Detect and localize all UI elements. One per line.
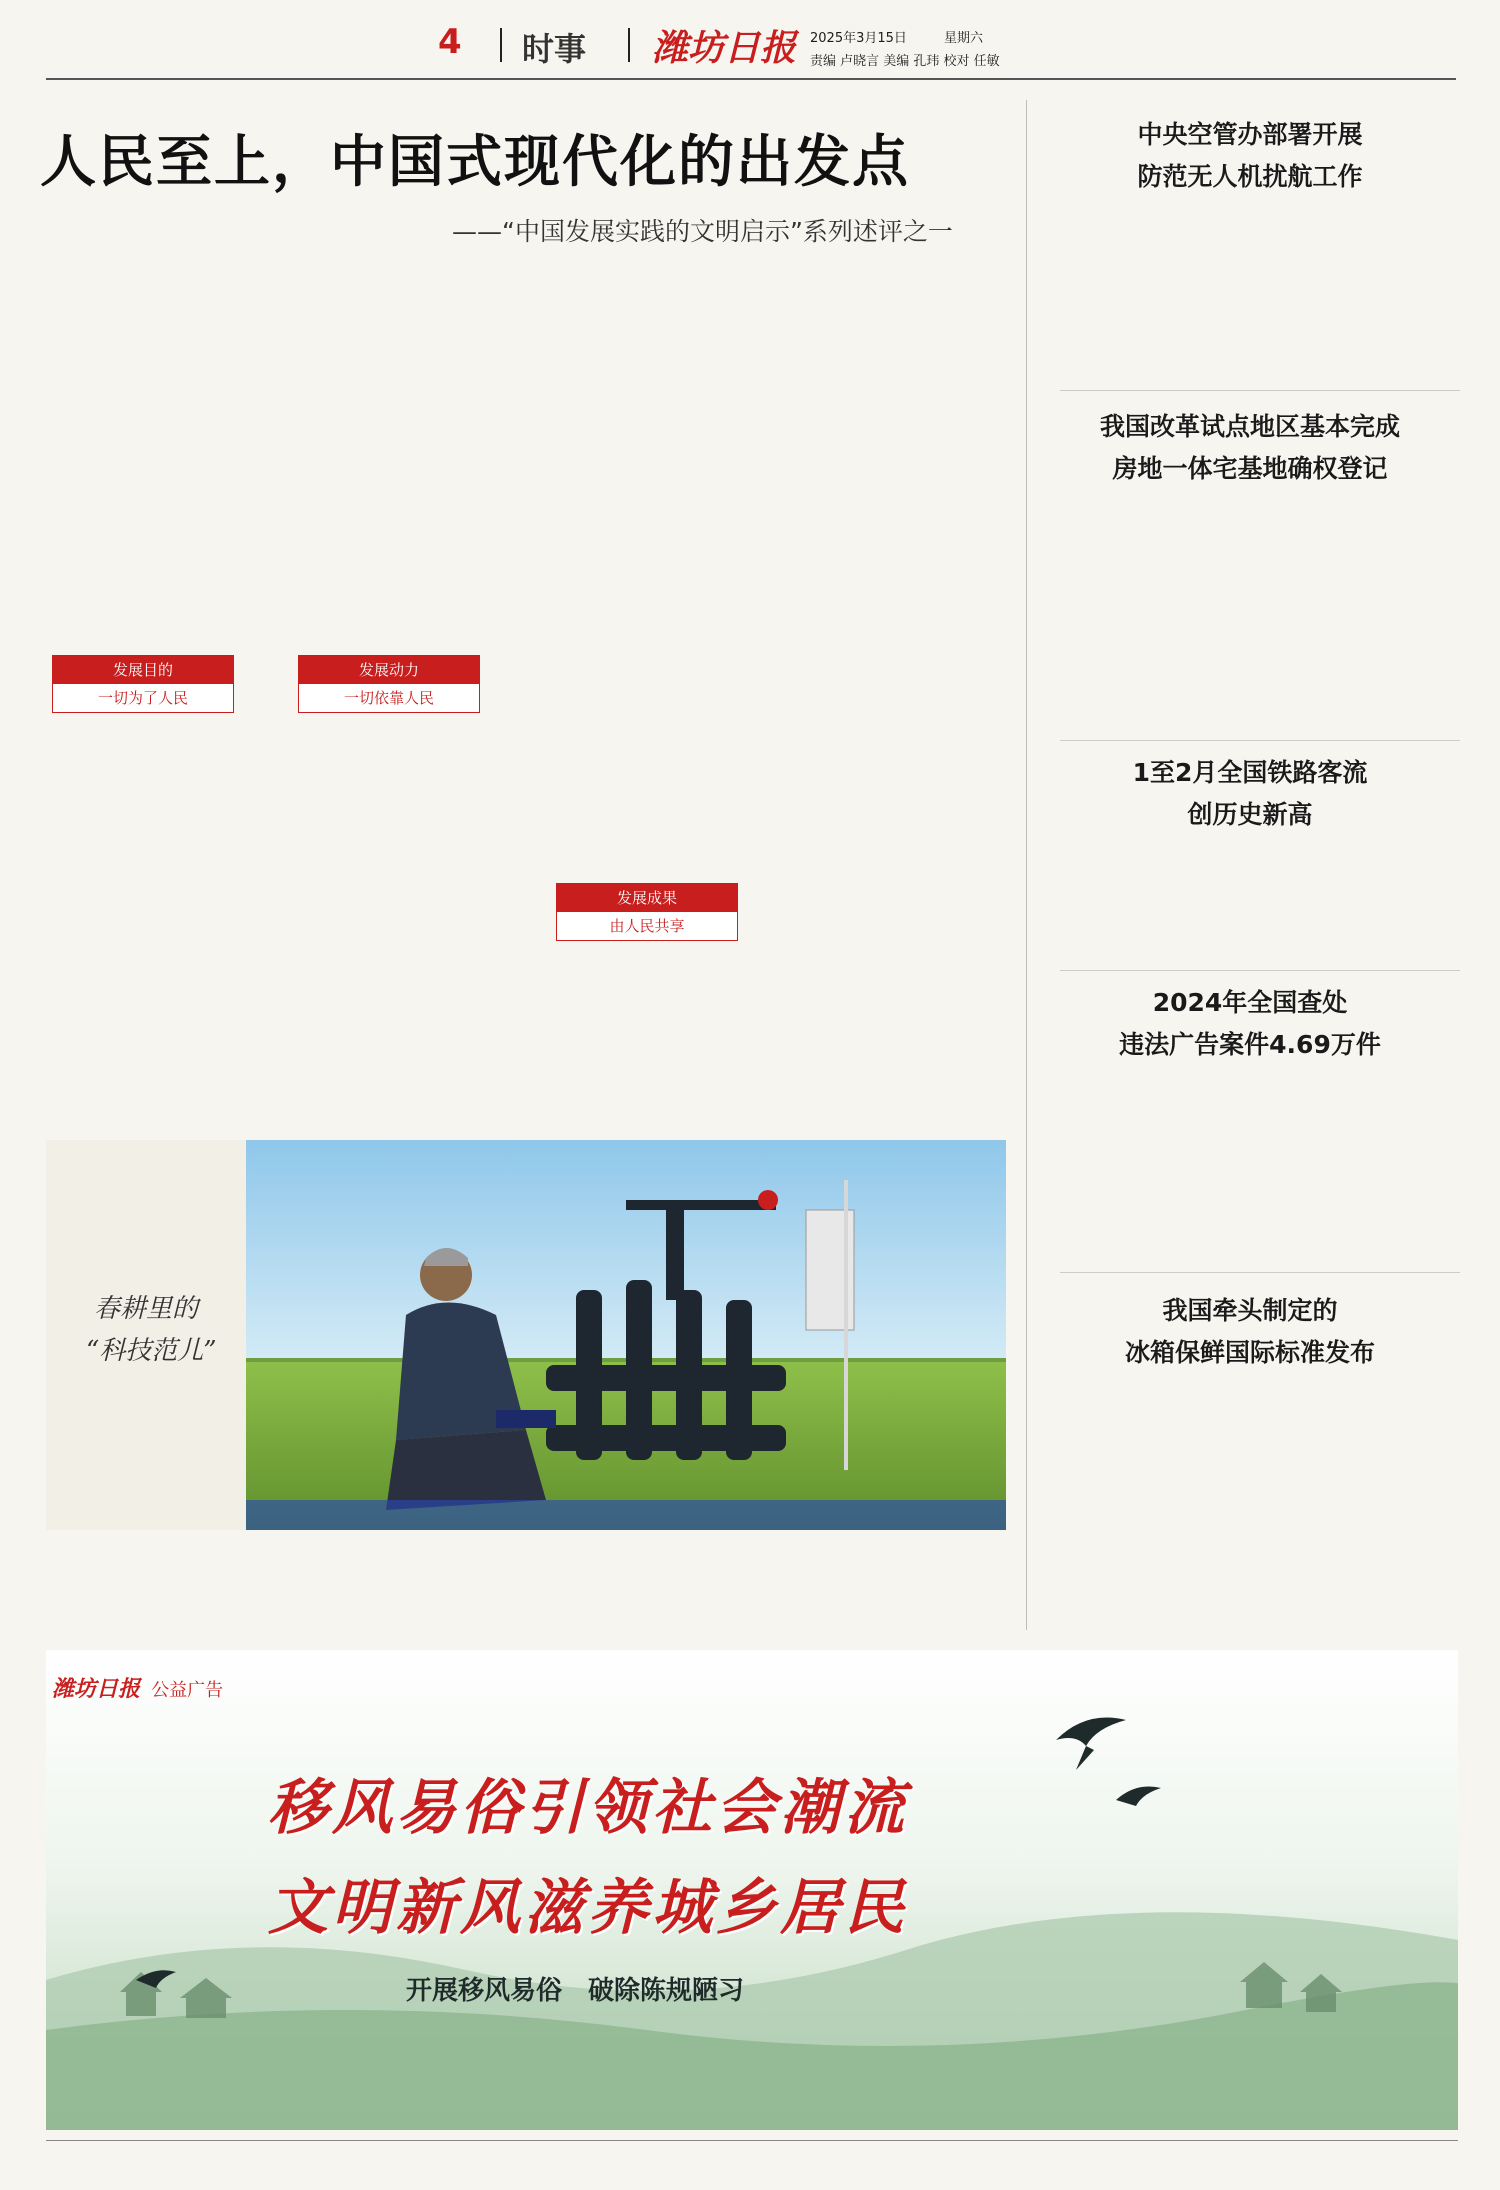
- article-column-4: [776, 262, 962, 1142]
- public-service-ad: [46, 1650, 1458, 2130]
- photo-caption: [90, 1386, 238, 1516]
- ad-slogan-2: 文明新风滋养城乡居民: [268, 1873, 908, 1943]
- page-header: [0, 0, 1500, 80]
- sidebar-divider: [1060, 390, 1460, 391]
- sidebar-article-2-col-2: [1290, 494, 1462, 734]
- tag-development-results: [556, 883, 738, 941]
- sidebar-article-4-col-1: [1104, 1068, 1276, 1268]
- header-rule: [46, 78, 1456, 80]
- tag-top-label: 发展目的: [53, 656, 233, 684]
- tag-development-purpose: [52, 655, 234, 713]
- tag-bottom-label: 一切为了人民: [53, 684, 233, 712]
- ad-tagline: 开展移风易俗 破除陈规陋习: [406, 1976, 745, 2006]
- tag-top-label: 发展动力: [299, 656, 479, 684]
- farmer-irrigation-photo: [246, 1140, 1006, 1530]
- sidebar-article-1-col-1: [1104, 210, 1276, 380]
- tag-bottom-label: 由人民共享: [557, 912, 737, 940]
- title-line: 防范无人机扰航工作: [1137, 162, 1363, 191]
- ad-brand: [52, 1672, 223, 1703]
- sidebar-article-3-title: [1040, 752, 1460, 836]
- sidebar-article-3-col-1: [1104, 840, 1276, 970]
- sidebar-article-4-col-2: [1290, 1068, 1462, 1268]
- photo-title-line-2: “科技范儿”: [86, 1336, 217, 1366]
- sidebar-divider: [1060, 740, 1460, 741]
- water-hose: [246, 1500, 1006, 1530]
- header-divider-2: [628, 28, 630, 62]
- title-line: 冰箱保鲜国际标准发布: [1124, 1338, 1375, 1367]
- masthead-logo: 潍坊日报: [652, 27, 797, 69]
- sidebar-article-2-col-1: [1104, 494, 1276, 734]
- photo-title-line-1: 春耕里的: [94, 1294, 199, 1324]
- editors-line: 责编 卢晓言 美编 孔玮 校对 任敏: [810, 54, 1000, 69]
- ad-slogan-1: 移风易俗引领社会潮流: [268, 1773, 908, 1843]
- title-line: 房地一体宅基地确权登记: [1112, 454, 1388, 483]
- sidebar-divider: [1060, 970, 1460, 971]
- tag-bottom-label: 一切依靠人民: [299, 684, 479, 712]
- swallow-icon: [1056, 1718, 1126, 1771]
- column-separator: [1026, 100, 1027, 1630]
- page-number: 4: [438, 22, 462, 62]
- sidebar-article-4-title: [1040, 982, 1460, 1066]
- title-line: 我国牵头制定的: [1162, 1296, 1338, 1325]
- tag-development-driver: [298, 655, 480, 713]
- title-line: 创历史新高: [1187, 800, 1313, 829]
- main-headline: 人民至上，中国式现代化的出发点: [40, 129, 910, 195]
- ad-label: 公益广告: [151, 1680, 224, 1701]
- header-divider: [500, 28, 502, 62]
- sidebar-article-1-col-2: [1290, 210, 1462, 380]
- article-column-3: [534, 262, 720, 1142]
- sidebar-article-1-title: [1040, 114, 1460, 198]
- title-line: 2024年全国查处: [1152, 988, 1348, 1017]
- title-line: 1至2月全国铁路客流: [1132, 758, 1368, 787]
- footer-rule: [46, 2140, 1458, 2141]
- issue-date: 2025年3月15日: [810, 31, 907, 46]
- title-line: 违法广告案件4.69万件: [1119, 1030, 1381, 1059]
- tag-top-label: 发展成果: [557, 884, 737, 912]
- sidebar-article-5-title: [1040, 1290, 1460, 1374]
- title-line: 中央空管办部署开展: [1137, 120, 1363, 149]
- sidebar-article-5-col-2: [1290, 1388, 1462, 1618]
- sidebar-article-2-title: [1040, 406, 1460, 490]
- issue-weekday: 星期六: [944, 31, 984, 46]
- sidebar-article-3-col-2: [1290, 840, 1462, 970]
- swallow-icon: [1116, 1787, 1161, 1807]
- sidebar-divider: [1060, 1272, 1460, 1273]
- main-subheadline: ——“中国发展实践的文明启示”系列述评之一: [452, 217, 953, 246]
- ad-brand-logo: 潍坊日报: [52, 1676, 141, 1702]
- sidebar-article-5-col-1: [1104, 1388, 1276, 1618]
- photo-feature: [46, 1140, 1006, 1530]
- section-name: 时事: [522, 30, 587, 68]
- title-line: 我国改革试点地区基本完成: [1099, 412, 1400, 441]
